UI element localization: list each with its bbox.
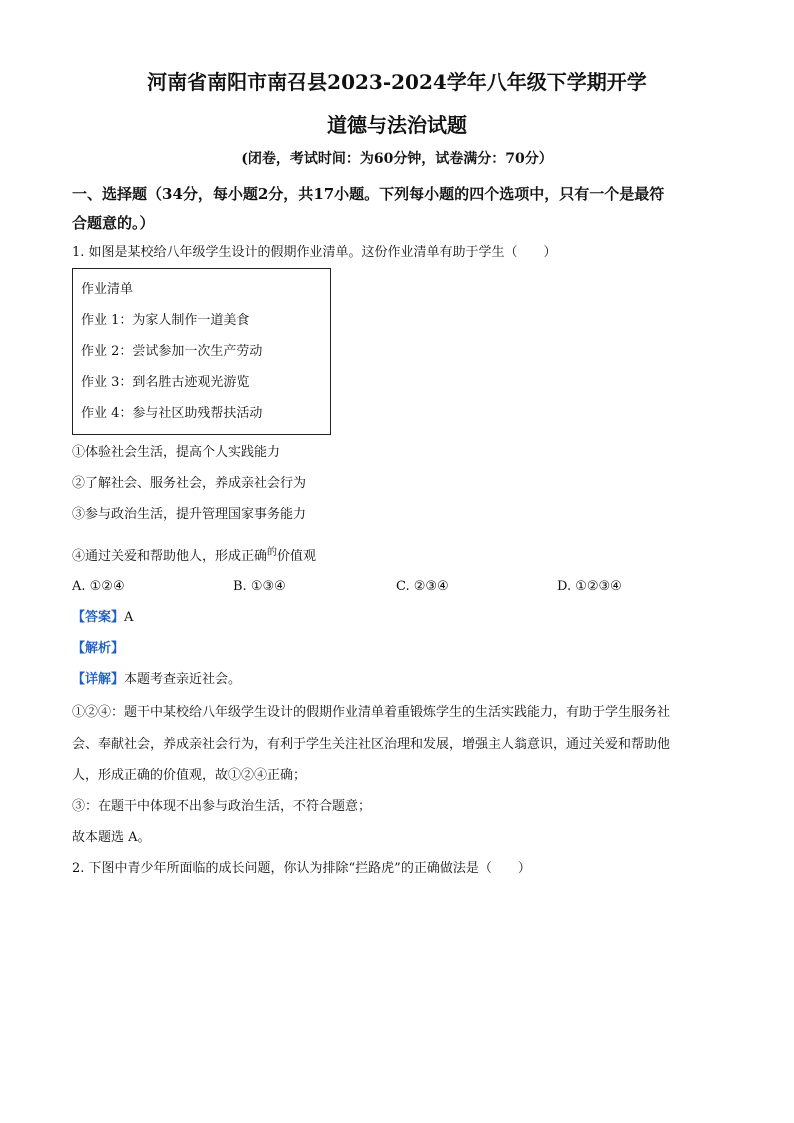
table-item: 作业 3：到名胜古迹观光游览 [81, 375, 250, 390]
statement-4 [72, 544, 316, 566]
explanation-line: 故本题选 A。 [72, 830, 151, 845]
explanation-line: ③：在题干中体现不出参与政治生活，不符合题意； [72, 799, 372, 814]
table-title: 作业清单 [81, 282, 134, 297]
explanation-line: ①②④：题干中某校给八年级学生设计的假期作业清单着重锻炼学生的生活实践能力，有助于学生服务社 [72, 705, 671, 720]
question-2-stem: 2. 下图中青少年所面临的成长问题，你认为排除“拦路虎”的正确做法是（ ） [72, 861, 531, 876]
section-heading-line-2: 合题意的。） [72, 214, 155, 232]
statement-2: ②了解社会、服务社会，养成亲社会行为 [72, 476, 307, 491]
exam-info: (闭卷，考试时间：为60分钟，试卷满分：70分） [241, 151, 553, 167]
table-item: 作业 4：参与社区助残帮扶活动 [81, 406, 263, 421]
answer-value: A [124, 610, 134, 625]
analysis-tag: 【解析】 [72, 641, 125, 656]
table-item: 作业 1：为家人制作一道美食 [81, 313, 250, 328]
answer-tag: 【答案】 [72, 610, 125, 625]
title-line-2: 道德与法治试题 [327, 113, 467, 137]
detail-tag: 【详解】 [72, 672, 125, 687]
section-heading-line-1: 一、选择题（34分，每小题2分，共17小题。下列每小题的四个选项中，只有一个是最符 [72, 185, 665, 203]
option-d: D. ①②③④ [557, 579, 622, 594]
option-b: B. ①③④ [233, 579, 286, 594]
statement-4-text-b: 价值观 [277, 549, 317, 564]
analysis-line [72, 640, 124, 658]
option-a: A. ①②④ [72, 579, 125, 594]
detail-line [72, 671, 241, 689]
statement-1: ①体验社会生活，提高个人实践能力 [72, 445, 281, 460]
option-c: C. ②③④ [396, 579, 449, 594]
explanation-line: 会、奉献社会，养成亲社会行为，有利于学生关注社区治理和发展，增强主人翁意识，通过关爱和帮助他 [72, 737, 671, 752]
detail-text: 本题考查亲近社会。 [124, 672, 242, 687]
statement-3: ③参与政治生活，提升管理国家事务能力 [72, 507, 307, 522]
answer-line [72, 609, 133, 627]
table-item: 作业 2：尝试参加一次生产劳动 [81, 344, 263, 359]
homework-list-table [72, 268, 331, 435]
statement-4-superscript: 的 [267, 547, 278, 558]
question-1-stem: 1. 如图是某校给八年级学生设计的假期作业清单。这份作业清单有助于学生（ ） [72, 245, 557, 260]
explanation-line: 人，形成正确的价值观，故①②④正确； [72, 768, 307, 783]
statement-4-text-a: ④通过关爱和帮助他人，形成正确 [72, 549, 268, 564]
title-line-1: 河南省南阳市南召县2023-2024学年八年级下学期开学 [147, 70, 647, 94]
